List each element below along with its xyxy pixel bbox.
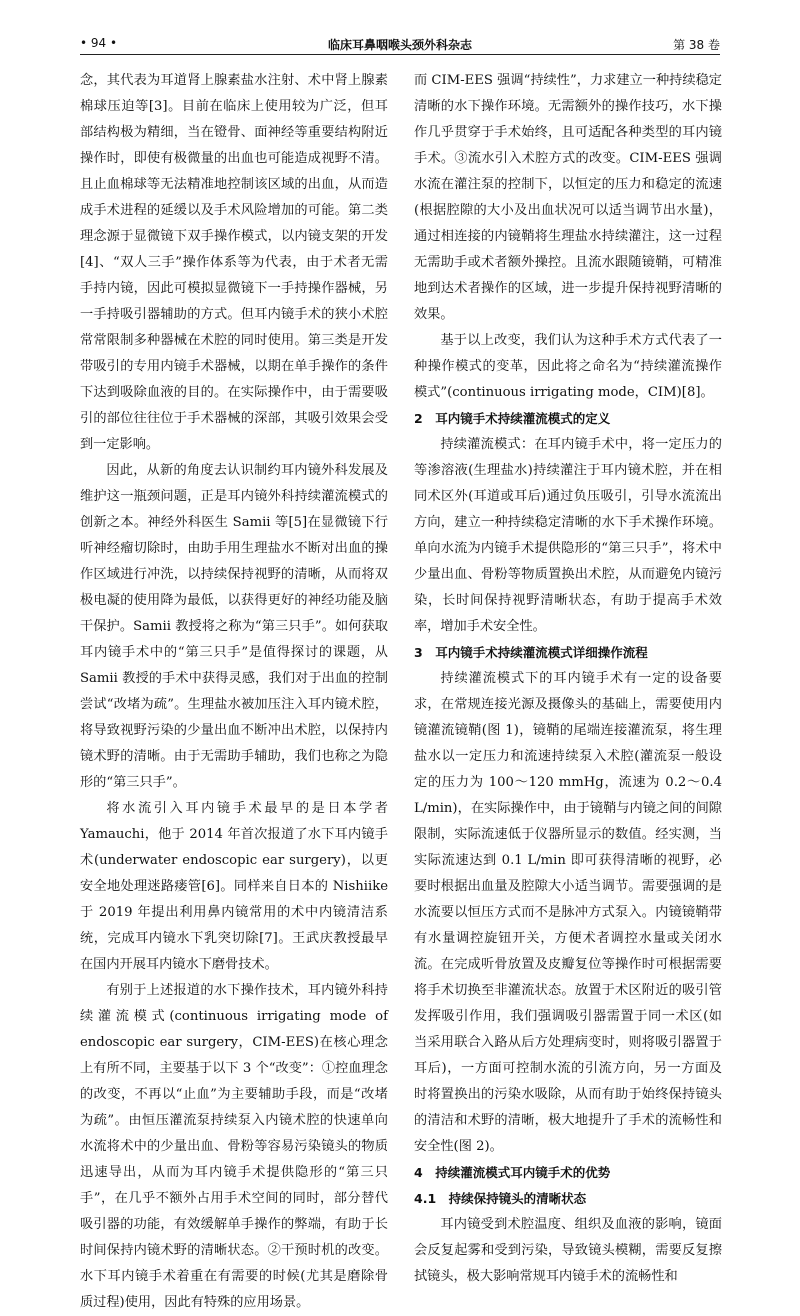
subsection-heading: 4.1 持续保持镜头的清晰状态 xyxy=(414,1191,587,1206)
volume-label: 第 38 卷 xyxy=(673,38,720,52)
paragraph: 有别于上述报道的水下操作技术，耳内镜外科持续灌流模式(continuous irrigating mode of endoscopic ear surgery，CIM-EES)在核心理念上有所不同，主要基于以下 3 个“改变”：①控血理念的改变，不再以“止血”为主要辅助手段，而是“改堵为疏”。由恒压灌流泵持续泵入内镜术腔的快速单向水流将术中的少量出血、骨粉等容易污染镜头的物质迅速导出，从而为耳内镜手术提供隐形的“第三只手”，在几乎不额外占用手术空间的同时，部分替代吸引器的功能，有效缓解单手操作的弊端，有助于长时间保持内镜术野的清晰状态。②干预时机的改变。水下耳内镜手术着重在有需要的时候(尤其是磨除骨质过程)使用，因此有特殊的应用场景。 xyxy=(80,983,388,1310)
left-column xyxy=(80,68,388,1316)
right-column xyxy=(414,68,722,1290)
paragraph: 念，其代表为耳道肾上腺素盐水注射、术中肾上腺素棉球压迫等[3]。目前在临床上使用较为广泛，但耳部结构极为精细，当在镫骨、面神经等重要结构附近操作时，即使有极微量的出血也可能造成视野不清。且止血棉球等无法精准地控制该区域的出血，从而造成手术进程的延缓以及手术风险增加的可能。第二类理念源于显微镜下双手操作模式，以内镜支架的开发[4]、“双人三手”操作体系等为代表，由于术者无需手持内镜，因此可模拟显微镜下一手持操作器械，另一手持吸引器辅助的方式。但耳内镜手术的狭小术腔常常限制多种器械在术腔的同时使用。第三类是开发带吸引的专用内镜手术器械，以期在单手操作的条件下达到吸除血液的目的。在实际操作中，由于需要吸引的部位往往位于手术器械的深部，其吸引效果会受到一定影响。 xyxy=(80,73,388,452)
paragraph: 基于以上改变，我们认为这种手术方式代表了一种操作模式的变革，因此将之命名为“持续灌流操作模式”(continuous irrigating mode，CIM)[8]。 xyxy=(414,333,722,400)
section-heading: 4 持续灌流模式耳内镜手术的优势 xyxy=(414,1165,611,1180)
paragraph: 持续灌流模式：在耳内镜手术中，将一定压力的等渗溶液(生理盐水)持续灌注于耳内镜术腔，并在相同术区外(耳道或耳后)通过负压吸引，引导水流流出方向，建立一种持续稳定清晰的水下手术操作环境。单向水流为内镜手术提供隐形的“第三只手”，将术中少量出血、骨粉等物质置换出术腔，从而避免内镜污染，长时间保持视野清晰状态，有助于提高手术效率，增加手术安全性。 xyxy=(414,437,722,634)
paragraph: 将水流引入耳内镜手术最早的是日本学者 Yamauchi，他于 2014 年首次报道了水下耳内镜手术(underwater endoscopic ear surgery)，以更安全地处理迷路瘘管[6]。同样来自日本的 Nishiike 于 2019 年提出利用鼻内镜常用的术中内镜清洁系统，完成耳内镜水下乳突切除[7]。王武庆教授最早在国内开展耳内镜水下磨骨技术。 xyxy=(80,801,388,972)
paragraph: 因此，从新的角度去认识制约耳内镜外科发展及维护这一瓶颈问题，正是耳内镜外科持续灌流模式的创新之本。神经外科医生 Samii 等[5]在显微镜下行听神经瘤切除时，由助手用生理盐水不断对出血的操作区域进行冲洗，以持续保持视野的清晰，从而将双极电凝的使用降为最低，以获得更好的神经功能及脑干保护。Samii 教授将之称为“第三只手”。如何获取耳内镜手术中的“第三只手”是值得探讨的课题，从 Samii 教授的手术中获得灵感，我们对于出血的控制尝试“改堵为疏”。生理盐水被加压注入耳内镜术腔，将导致视野污染的少量出血不断冲出术腔，以保持内镜术野的清晰。由于无需助手辅助，我们也称之为隐形的“第三只手”。 xyxy=(80,463,388,790)
journal-title: 临床耳鼻咽喉头颈外科杂志 xyxy=(327,38,473,52)
paragraph: 耳内镜受到术腔温度、组织及血液的影响，镜面会反复起雾和受到污染，导致镜头模糊，需要反复擦拭镜头，极大影响常规耳内镜手术的流畅性和 xyxy=(414,1217,722,1284)
page-number: • 94 • xyxy=(80,36,118,50)
paragraph: 而 CIM-EES 强调“持续性”，力求建立一种持续稳定清晰的水下操作环境。无需额外的操作技巧，水下操作几乎贯穿于手术始终，且可适配各种类型的耳内镜手术。③流水引入术腔方式的改变。CIM-EES 强调水流在灌注泵的控制下，以恒定的压力和稳定的流速(根据腔隙的大小及出血状况可以适当调节出水量)，通过相连接的内镜鞘将生理盐水持续灌注，这一过程无需助手或术者额外操控。且流水跟随镜鞘，可精准地到达术者操作的区域，进一步提升保持视野清晰的效果。 xyxy=(414,73,722,322)
paragraph: 持续灌流模式下的耳内镜手术有一定的设备要求，在常规连接光源及摄像头的基础上，需要使用内镜灌流镜鞘(图 1)，镜鞘的尾端连接灌流泵，将生理盐水以一定压力和流速持续泵入术腔(灌流泵一般设定的压力为 100～120 mmHg，流速为 0.2～0.4 L/min)，在实际操作中，由于镜鞘与内镜之间的间隙限制，实际流速低于仪器所显示的数值。经实测，当实际流速达到 0.1 L/min 即可获得清晰的视野，必要时根据出血量及腔隙大小适当调节。需要强调的是水流要以恒压方式而不是脉冲方式泵入。内镜镜鞘带有水量调控旋钮开关，方便术者调控水量或关闭水流。在完成听骨放置及皮瓣复位等操作时可根据需要将手术切换至非灌流状态。放置于术区附近的吸引管发挥吸引作用，我们强调吸引器需置于同一术区(如当采用联合入路从后方处理病变时，则将吸引器置于耳后)，一方面可控制水流的引流方向，另一方面及时将置换出的污染水吸除，从而有助于始终保持镜头的清洁和术野的清晰，极大地提升了手术的流畅性和安全性(图 2)。 xyxy=(414,671,722,1154)
section-heading: 2 耳内镜手术持续灌流模式的定义 xyxy=(414,411,611,426)
running-header xyxy=(80,30,720,55)
section-heading: 3 耳内镜手术持续灌流模式详细操作流程 xyxy=(414,645,648,660)
